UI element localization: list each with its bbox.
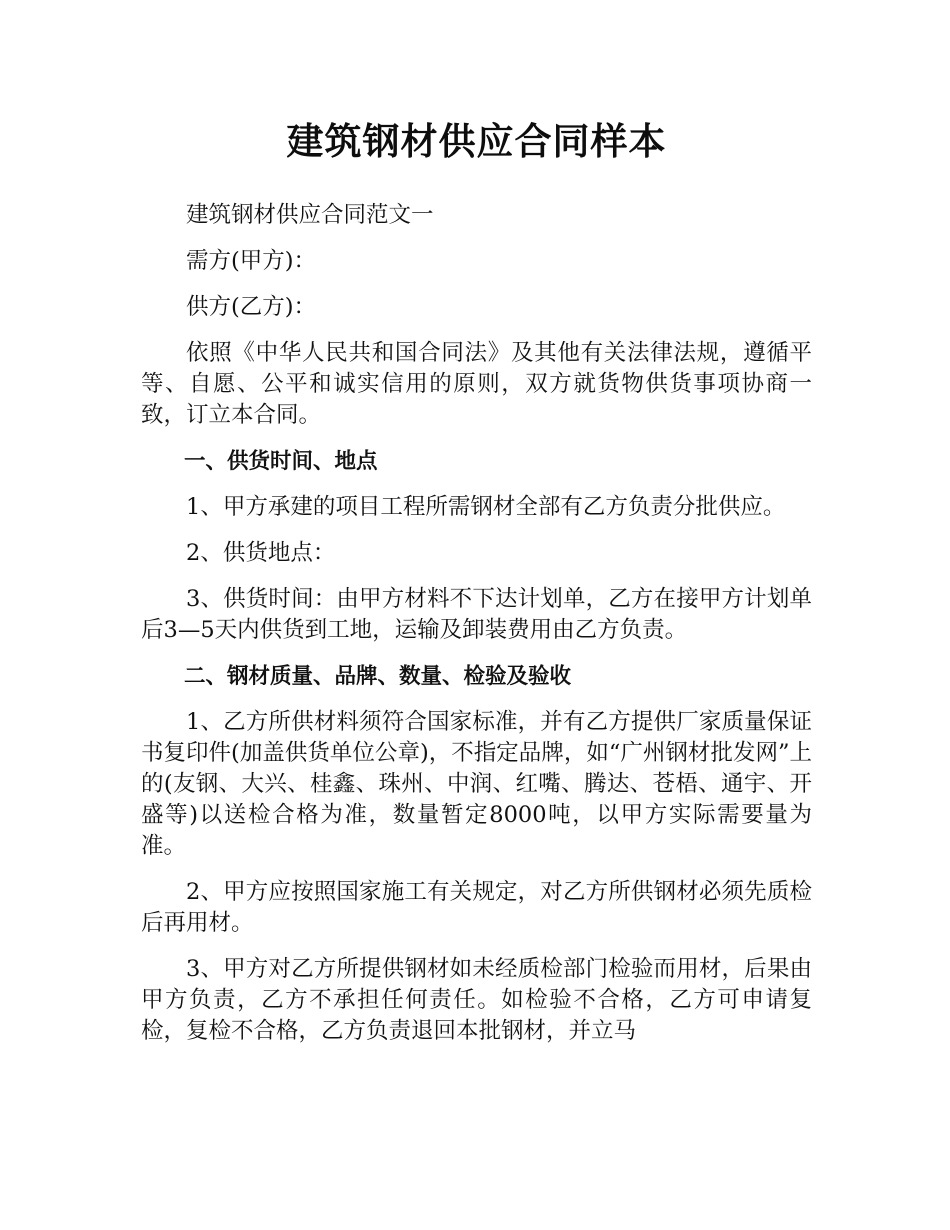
clause-1-3: 3、供货时间：由甲方材料不下达计划单，乙方在接甲方计划单后3—5天内供货到工地，运输及卸装费用由乙方负责。 xyxy=(141,586,812,643)
paragraph-party-a: 需方(甲方)： xyxy=(186,248,317,274)
clause-1-2: 2、供货地点： xyxy=(186,540,336,566)
clause-1-1: 1、甲方承建的项目工程所需钢材全部有乙方负责分批供应。 xyxy=(186,494,786,520)
section-heading-2: 二、钢材质量、品牌、数量、检验及验收 xyxy=(184,664,572,689)
paragraph-preamble: 依照《中华人民共和国合同法》及其他有关法律法规，遵循平等、自愿、公平和诚实信用的原则，双方就货物供货事项协商一致，订立本合同。 xyxy=(141,340,812,428)
section-heading-1: 一、供货时间、地点 xyxy=(184,449,378,474)
document-body xyxy=(141,200,812,1047)
clause-2-2: 2、甲方应按照国家施工有关规定，对乙方所供钢材必须先质检后再用材。 xyxy=(141,879,812,936)
paragraph-party-b: 供方(乙方)： xyxy=(186,294,317,320)
document-title: 建筑钢材供应合同样本 xyxy=(286,120,667,163)
clause-2-1: 1、乙方所供材料须符合国家标准，并有乙方提供厂家质量保证书复印件(加盖供货单位公章)，不指定品牌，如“广州钢材批发网”上的(友钢、大兴、桂鑫、珠州、中润、红嘴、腾达、苍梧、通宇、开盛等)以送检合格为准，数量暂定8000吨，以甲方实际需要量为准。 xyxy=(141,709,812,859)
clause-2-3: 3、甲方对乙方所提供钢材如未经质检部门检验而用材，后果由甲方负责，乙方不承担任何责任。如检验不合格，乙方可申请复检，复检不合格，乙方负责退回本批钢材，并立马 xyxy=(141,956,812,1044)
paragraph-subtitle: 建筑钢材供应合同范文一 xyxy=(186,202,434,228)
